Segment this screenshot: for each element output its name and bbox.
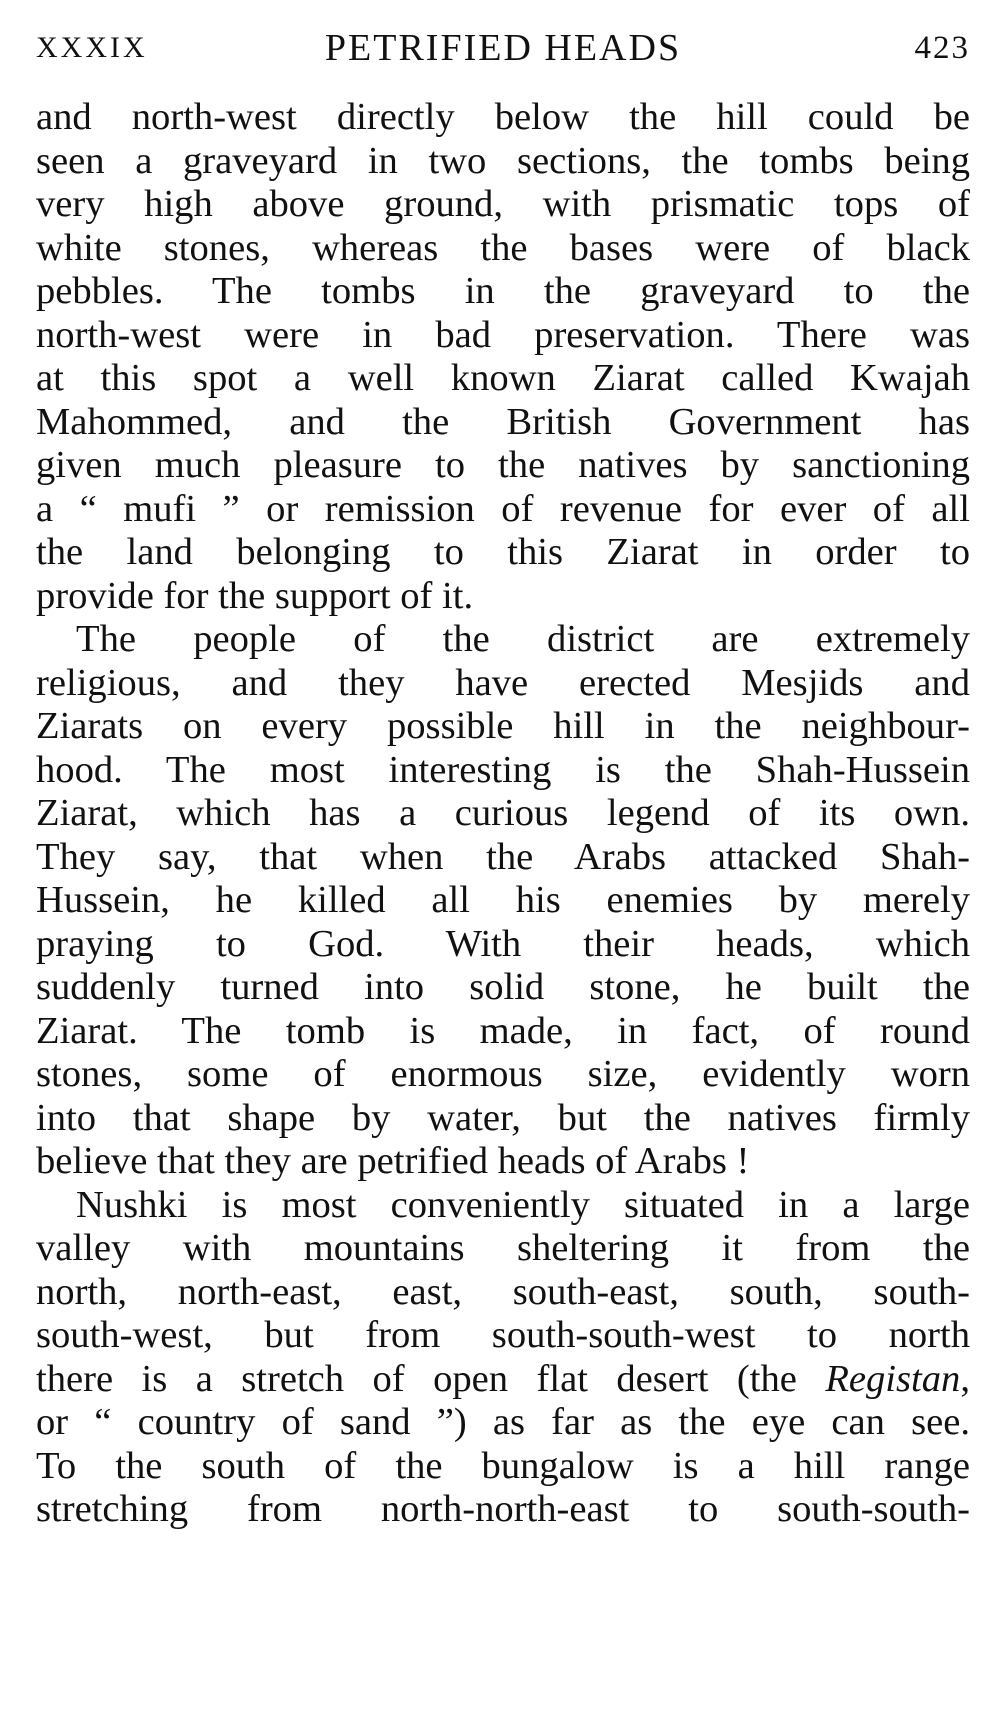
text-line: the land belonging to this Ziarat in order to bbox=[36, 531, 970, 573]
text-line: The people of the district are extremely bbox=[76, 618, 970, 660]
text-line: suddenly turned into solid stone, he built the bbox=[36, 966, 970, 1008]
text-line: into that shape by water, but the natives firmly bbox=[36, 1096, 970, 1139]
book-page bbox=[36, 18, 970, 1708]
text-line: given much pleasure to the natives by sanctioning bbox=[36, 444, 970, 486]
paragraph-2 bbox=[36, 618, 970, 1184]
body-text bbox=[36, 96, 970, 1532]
text-line: Hussein, he killed all his enemies by merely bbox=[36, 879, 970, 921]
text-line: north, north-east, east, south-east, south, south- bbox=[36, 1270, 970, 1313]
text-line: at this spot a well known Ziarat called Kwajah bbox=[36, 357, 970, 399]
text-line: a “ mufi ” or remission of revenue for ever of all bbox=[36, 487, 970, 530]
paragraph-1 bbox=[36, 96, 970, 618]
text-line: stretching from north-north-east to south-south- bbox=[36, 1488, 970, 1530]
text-run: there is a stretch of open flat desert (the bbox=[36, 1357, 826, 1400]
text-line: or “ country of sand ”) as far as the eye can see. bbox=[36, 1401, 970, 1443]
text-line: north-west were in bad preservation. There was bbox=[36, 313, 970, 356]
running-title: PETRIFIED HEADS bbox=[324, 27, 682, 69]
text-line: hood. The most interesting is the Shah-Hussein bbox=[36, 748, 970, 791]
running-head bbox=[36, 18, 970, 78]
text-line: They say, that when the Arabs attacked Shah- bbox=[36, 835, 970, 878]
text-line: valley with mountains sheltering it from the bbox=[36, 1227, 970, 1269]
text-line: and north-west directly below the hill could be bbox=[36, 96, 970, 138]
paragraph-3 bbox=[36, 1184, 970, 1532]
text-line: Mahommed, and the British Government has bbox=[36, 400, 970, 443]
text-line: white stones, whereas the bases were of black bbox=[36, 226, 970, 269]
text-line: praying to God. With their heads, which bbox=[36, 922, 970, 965]
text-line: pebbles. The tombs in the graveyard to the bbox=[36, 270, 970, 312]
text-line: Ziarat. The tomb is made, in fact, of round bbox=[36, 1009, 970, 1052]
text-line: south-west, but from south-south-west to north bbox=[36, 1314, 970, 1356]
text-line: stones, some of enormous size, evidently worn bbox=[36, 1053, 970, 1095]
text-line: Ziarats on every possible hill in the neighbour- bbox=[36, 705, 970, 747]
text-line: seen a graveyard in two sections, the tombs being bbox=[36, 139, 970, 182]
text-line: To the south of the bungalow is a hill range bbox=[36, 1444, 970, 1487]
text-line: believe that they are petrified heads of Arabs ! bbox=[36, 1140, 750, 1182]
chapter-numeral: XXXIX bbox=[36, 31, 148, 64]
text-line: Ziarat, which has a curious legend of its own. bbox=[36, 792, 970, 834]
text-line: Nushki is most conveniently situated in a large bbox=[76, 1183, 970, 1226]
italic-term: Registan bbox=[825, 1357, 961, 1400]
text-run: , bbox=[960, 1357, 970, 1400]
text-line: very high above ground, with prismatic tops of bbox=[36, 183, 970, 225]
text-line-with-italic bbox=[36, 1358, 970, 1402]
text-line: religious, and they have erected Mesjids and bbox=[36, 661, 970, 704]
text-line: provide for the support of it. bbox=[36, 574, 474, 617]
page-number: 423 bbox=[914, 30, 970, 66]
